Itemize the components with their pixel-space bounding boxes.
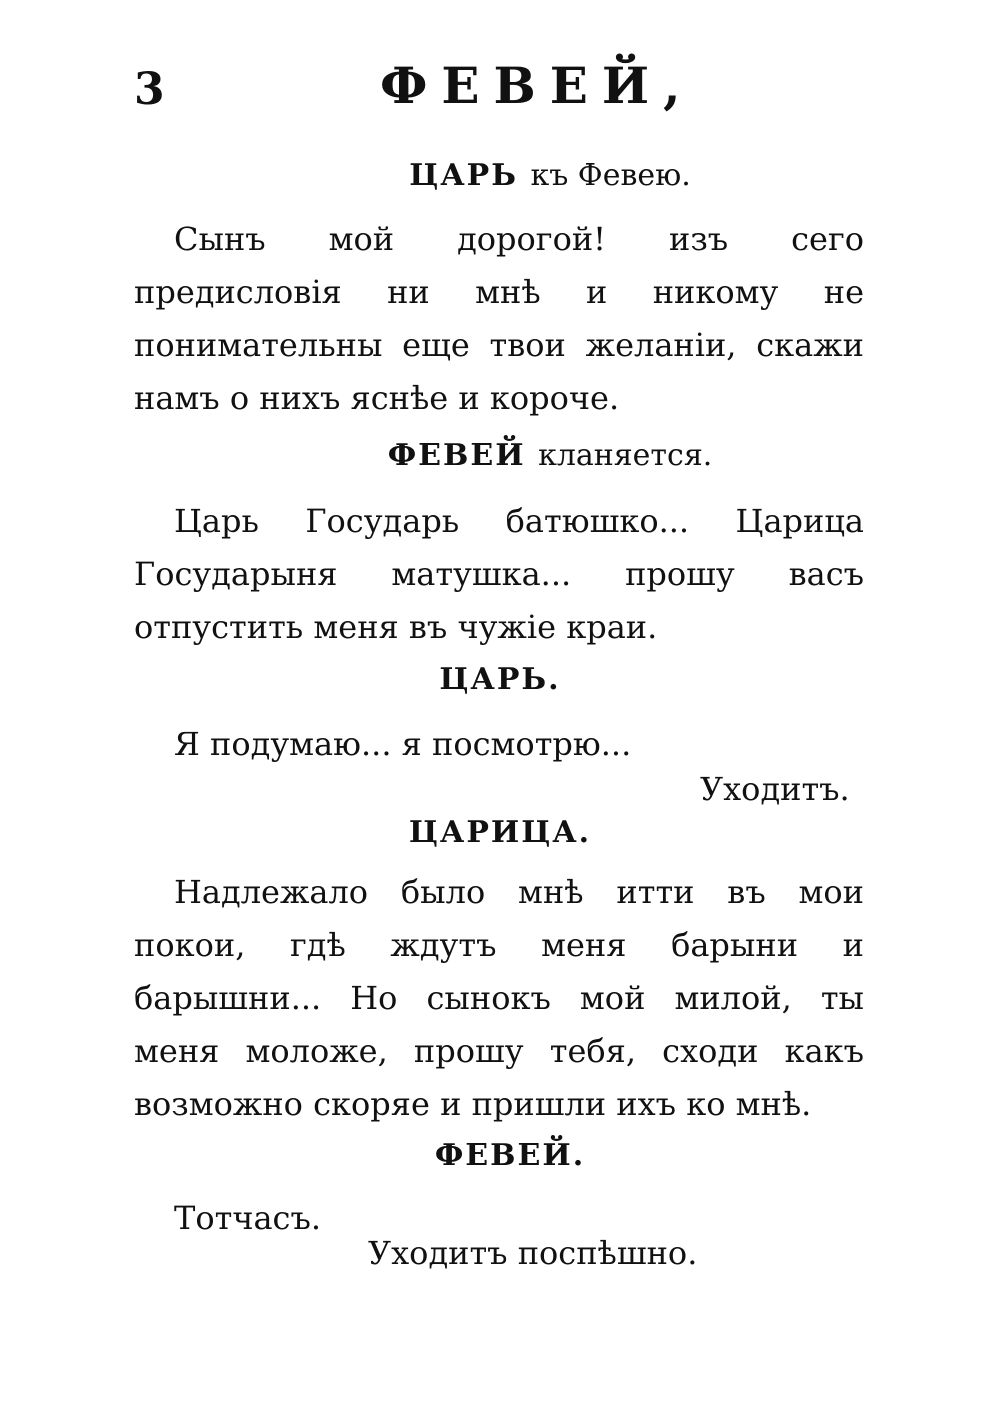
page-number: 3	[134, 64, 165, 115]
speaker-direction: къ Февею.	[530, 158, 691, 193]
dialogue-paragraph: Сынъ мой дорогой! изъ сего предисловія ни мнѣ и никому не понимательны еще твои желаніи, скажи намъ о нихъ яснѣе и короче.	[134, 220, 864, 417]
speaker-name: ФЕВЕЙ.	[434, 1138, 586, 1173]
speaker-direction: кланяется.	[538, 438, 713, 473]
dialogue-paragraph: Тотчасъ.	[174, 1199, 321, 1237]
dialogue-paragraph: Царь Государь батюшко... Царица Государыня матушка... прошу васъ отпустить меня въ чужіе краи.	[134, 502, 864, 646]
speaker-heading	[380, 438, 720, 473]
dialogue-paragraph: Я подумаю... я посмотрю...	[174, 725, 632, 763]
speaker-name: ФЕВЕЙ	[387, 438, 526, 473]
running-head: ФЕВЕЙ,	[380, 56, 695, 115]
speaker-heading	[380, 158, 720, 193]
speaker-name: ЦАРЬ.	[439, 662, 561, 697]
speaker-heading	[430, 1138, 590, 1173]
speaker-name: ЦАРИЦА.	[408, 815, 592, 850]
speaker-name: ЦАРЬ	[409, 158, 518, 193]
speaker-heading	[420, 662, 580, 697]
stage-direction: Уходитъ.	[700, 770, 850, 808]
dialogue-paragraph: Надлежало было мнѣ итти въ мои покои, гдѣ ждутъ меня барыни и барышни... Но сынокъ мой милой, ты меня моложе, прошу тебя, сходи какъ возможно скоряе и пришли ихъ ко мнѣ.	[134, 873, 864, 1123]
speaker-heading	[400, 815, 600, 850]
stage-direction: Уходитъ поспѣшно.	[368, 1234, 698, 1272]
